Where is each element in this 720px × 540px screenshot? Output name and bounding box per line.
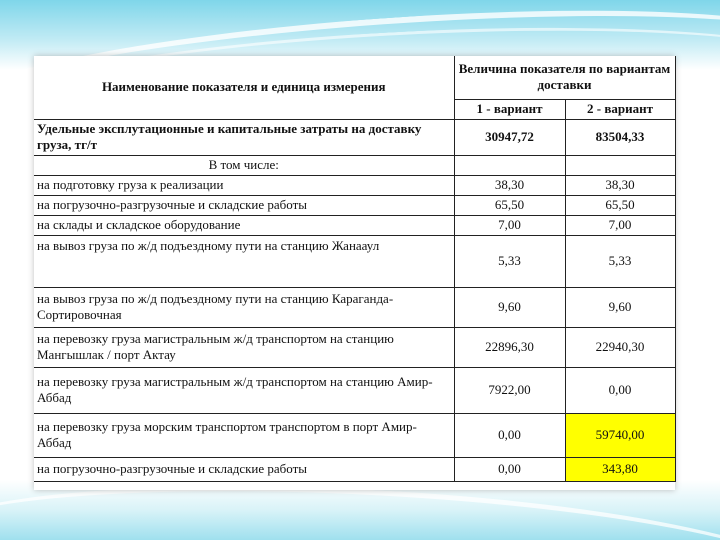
table-row bbox=[34, 287, 675, 327]
row-v2-highlighted: 343,80 bbox=[565, 457, 675, 481]
row-label: на вывоз груза по ж/д подъездному пути на станцию Караганда-Сортировочная bbox=[34, 287, 454, 327]
row-v1: 7922,00 bbox=[454, 367, 565, 413]
row-label: на перевозку груза морским транспортом транспортом в порт Амир-Аббад bbox=[34, 413, 454, 457]
row-v1: 9,60 bbox=[454, 287, 565, 327]
variant1-header: 1 - вариант bbox=[454, 99, 565, 119]
row-v1: 0,00 bbox=[454, 413, 565, 457]
row-v2-highlighted: 59740,00 bbox=[565, 413, 675, 457]
row-v1: 0,00 bbox=[454, 457, 565, 481]
row-v1: 5,33 bbox=[454, 235, 565, 287]
row-label: на перевозку груза магистральным ж/д транспортом на станцию Мангышлак / порт Актау bbox=[34, 327, 454, 367]
table-row bbox=[34, 457, 675, 481]
variant2-header: 2 - вариант bbox=[565, 99, 675, 119]
table-row bbox=[34, 327, 675, 367]
row-v2: 0,00 bbox=[565, 367, 675, 413]
row-v2: 38,30 bbox=[565, 175, 675, 195]
subheader-label: В том числе: bbox=[34, 155, 454, 175]
main-row-v2: 83504,33 bbox=[565, 119, 675, 155]
main-row-v1: 30947,72 bbox=[454, 119, 565, 155]
row-v1: 22896,30 bbox=[454, 327, 565, 367]
row-v2: 5,33 bbox=[565, 235, 675, 287]
row-label: на склады и складское оборудование bbox=[34, 215, 454, 235]
row-label: на погрузочно-разгрузочные и складские работы bbox=[34, 457, 454, 481]
row-v2: 22940,30 bbox=[565, 327, 675, 367]
row-label: на погрузочно-разгрузочные и складские работы bbox=[34, 195, 454, 215]
row-label: на перевозку груза магистральным ж/д транспортом на станцию Амир-Аббад bbox=[34, 367, 454, 413]
subheader-row bbox=[34, 155, 675, 175]
empty-cell bbox=[454, 155, 565, 175]
main-row-label: Удельные эксплутационные и капитальные затраты на доставку груза, тг/т bbox=[34, 119, 454, 155]
table-row bbox=[34, 195, 675, 215]
row-v1: 65,50 bbox=[454, 195, 565, 215]
table-row bbox=[34, 215, 675, 235]
table-row bbox=[34, 367, 675, 413]
indicator-name-header: Наименование показателя и единица измерения bbox=[34, 56, 454, 119]
value-title-header: Величина показателя по вариантам доставки bbox=[454, 56, 675, 99]
row-v2: 65,50 bbox=[565, 195, 675, 215]
empty-cell bbox=[565, 155, 675, 175]
row-v2: 9,60 bbox=[565, 287, 675, 327]
main-row bbox=[34, 119, 675, 155]
row-v2: 7,00 bbox=[565, 215, 675, 235]
table-row bbox=[34, 413, 675, 457]
table-sheet bbox=[34, 56, 675, 490]
header-row bbox=[34, 56, 675, 99]
row-v1: 38,30 bbox=[454, 175, 565, 195]
table-row bbox=[34, 235, 675, 287]
row-label: на подготовку груза к реализации bbox=[34, 175, 454, 195]
table-row bbox=[34, 175, 675, 195]
row-label: на вывоз груза по ж/д подъездному пути на станцию Жанааул bbox=[34, 235, 454, 287]
cost-table bbox=[34, 56, 676, 482]
row-v1: 7,00 bbox=[454, 215, 565, 235]
